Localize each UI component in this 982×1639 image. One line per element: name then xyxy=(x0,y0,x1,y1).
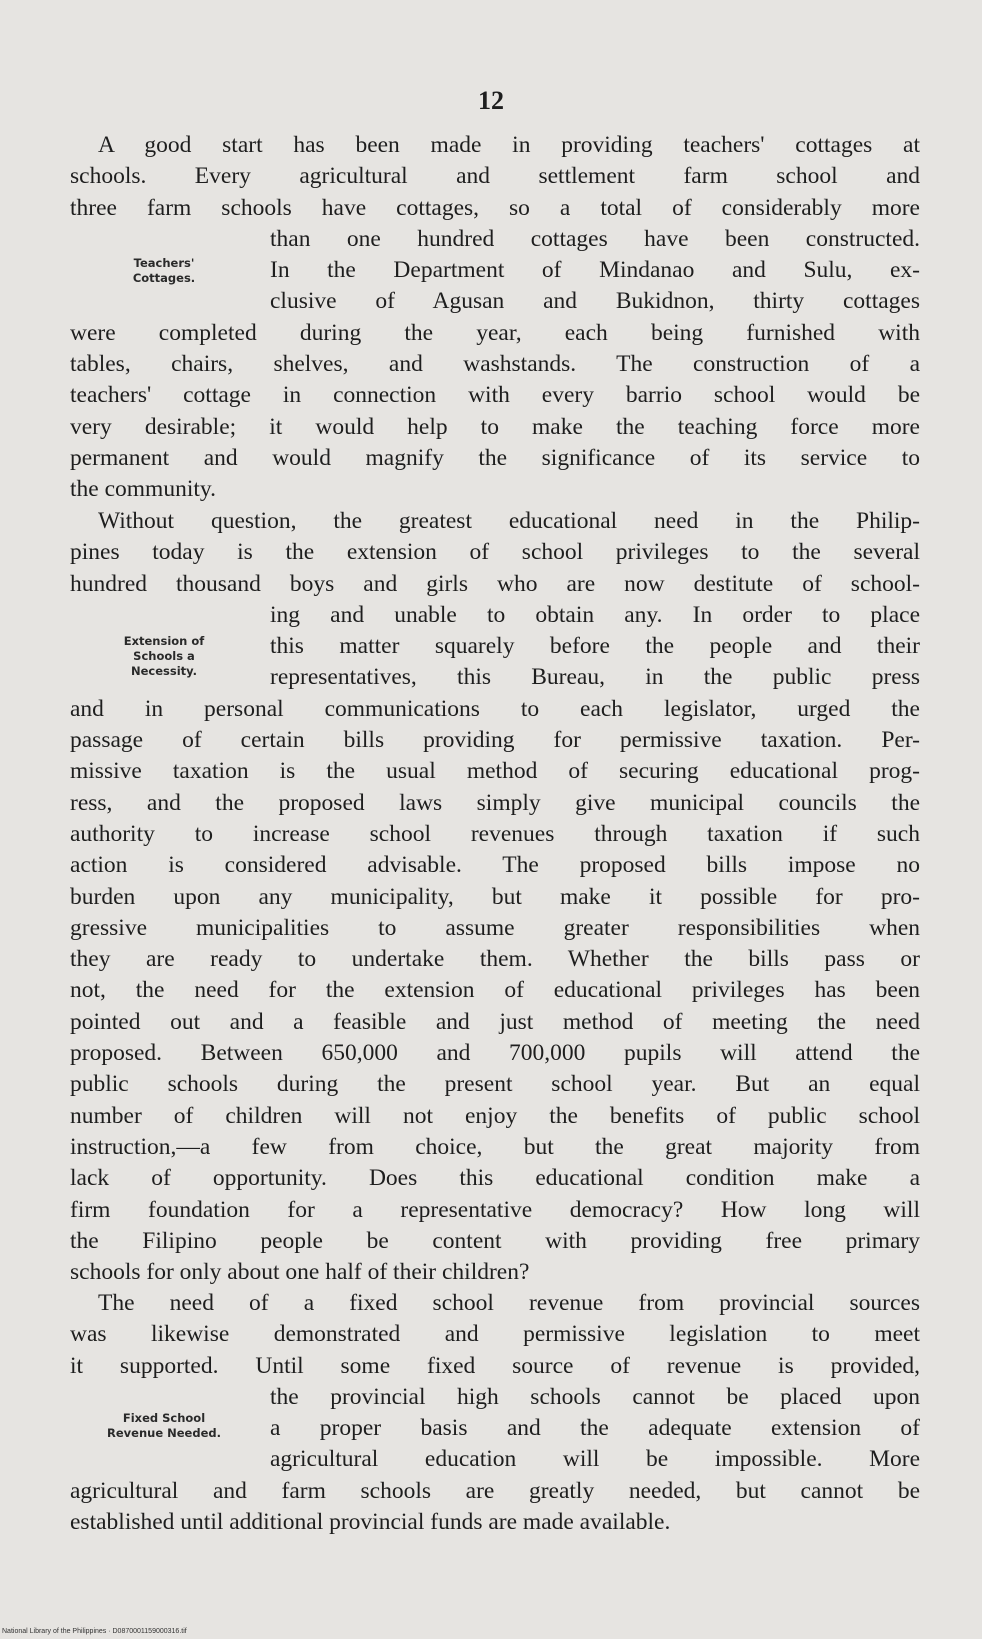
text-line: agricultural education will be impossible. More xyxy=(270,1446,920,1473)
text-line: ress, and the proposed laws simply give municipal councils the xyxy=(70,789,920,816)
scan-footer: National Library of the Philippines · D0870001159000316.tif xyxy=(2,1628,187,1635)
text-line: teachers' cottage in connection with every barrio school would be xyxy=(70,382,920,409)
margin-note-extension-of-schools xyxy=(84,634,244,679)
text-line: In the Department of Mindanao and Sulu, ex- xyxy=(270,257,920,284)
text-line: authority to increase school revenues through taxation if such xyxy=(70,820,920,847)
text-line: gressive municipalities to assume greater responsibilities when xyxy=(70,914,920,941)
text-line: instruction,—a few from choice, but the great majority from xyxy=(70,1133,920,1160)
text-line: and in personal communications to each legislator, urged the xyxy=(70,695,920,722)
margin-note-line: Necessity. xyxy=(131,664,197,678)
margin-note-line: Extension of xyxy=(123,634,205,648)
text-line: the community. xyxy=(70,476,216,503)
margin-note-line: Cottages. xyxy=(132,271,196,285)
text-line: schools. Every agricultural and settlement farm school and xyxy=(70,163,920,190)
text-line: the Filipino people be content with providing free primary xyxy=(70,1227,920,1254)
text-line: A good start has been made in providing teachers' cottages at xyxy=(98,132,920,158)
text-line: agricultural and farm schools are greatly needed, but cannot be xyxy=(70,1477,920,1504)
text-line: firm foundation for a representative democracy? How long will xyxy=(70,1196,920,1223)
text-line: action is considered advisable. The proposed bills impose no xyxy=(70,852,920,879)
text-line: Without question, the greatest educational need in the Philip- xyxy=(98,508,920,534)
text-line: ing and unable to obtain any. In order to place xyxy=(270,601,920,628)
text-line: public schools during the present school year. But an equal xyxy=(70,1071,920,1098)
text-line: not, the need for the extension of educational privileges has been xyxy=(70,977,920,1004)
text-line: a proper basis and the adequate extension of xyxy=(270,1415,920,1442)
text-line: hundred thousand boys and girls who are now destitute of school- xyxy=(70,570,920,597)
margin-note-line: Teachers' xyxy=(133,256,195,270)
text-line: the provincial high schools cannot be placed upon xyxy=(270,1383,920,1410)
text-line: very desirable; it would help to make the teaching force more xyxy=(70,413,920,440)
text-line: number of children will not enjoy the benefits of public school xyxy=(70,1102,920,1129)
text-line: three farm schools have cottages, so a total of considerably more xyxy=(70,194,920,221)
text-line: permanent and would magnify the significance of its service to xyxy=(70,444,920,471)
margin-note-line: Fixed School xyxy=(122,1411,206,1425)
text-line: than one hundred cottages have been constructed. xyxy=(270,225,920,252)
text-line: passage of certain bills providing for permissive taxation. Per- xyxy=(70,727,920,754)
text-line: tables, chairs, shelves, and washstands. The construction of a xyxy=(70,351,920,378)
margin-note-line: Schools a xyxy=(133,649,195,663)
text-line: established until additional provincial funds are made available. xyxy=(70,1509,671,1536)
paragraph-extension-of-schools xyxy=(70,506,920,1288)
margin-note-line: Revenue Needed. xyxy=(107,1426,221,1440)
text-line: representatives, this Bureau, in the public press xyxy=(270,664,920,691)
text-line: clusive of Agusan and Bukidnon, thirty cottages xyxy=(270,288,920,315)
page-number: 12 xyxy=(478,86,504,115)
text-line: it supported. Until some fixed source of revenue is provided, xyxy=(70,1352,920,1379)
text-line: this matter squarely before the people and their xyxy=(270,633,920,660)
text-line: was likewise demonstrated and permissive legislation to meet xyxy=(70,1321,920,1348)
text-line: pines today is the extension of school privileges to the several xyxy=(70,539,920,566)
text-line: they are ready to undertake them. Whether the bills pass or xyxy=(70,946,920,973)
text-line: were completed during the year, each being furnished with xyxy=(70,319,920,346)
text-line: lack of opportunity. Does this educational condition make a xyxy=(70,1165,920,1192)
paragraph-teachers-cottages xyxy=(70,130,920,506)
text-line: proposed. Between 650,000 and 700,000 pupils will attend the xyxy=(70,1040,920,1067)
text-line: pointed out and a feasible and just method of meeting the need xyxy=(70,1008,920,1035)
margin-note-fixed-school-revenue xyxy=(84,1411,244,1441)
margin-note-teachers-cottages xyxy=(84,256,244,286)
text-line: schools for only about one half of their children? xyxy=(70,1259,530,1286)
text-line: burden upon any municipality, but make it possible for pro- xyxy=(70,883,920,910)
text-line: missive taxation is the usual method of securing educational prog- xyxy=(70,758,920,785)
text-line: The need of a fixed school revenue from provincial sources xyxy=(98,1290,920,1316)
